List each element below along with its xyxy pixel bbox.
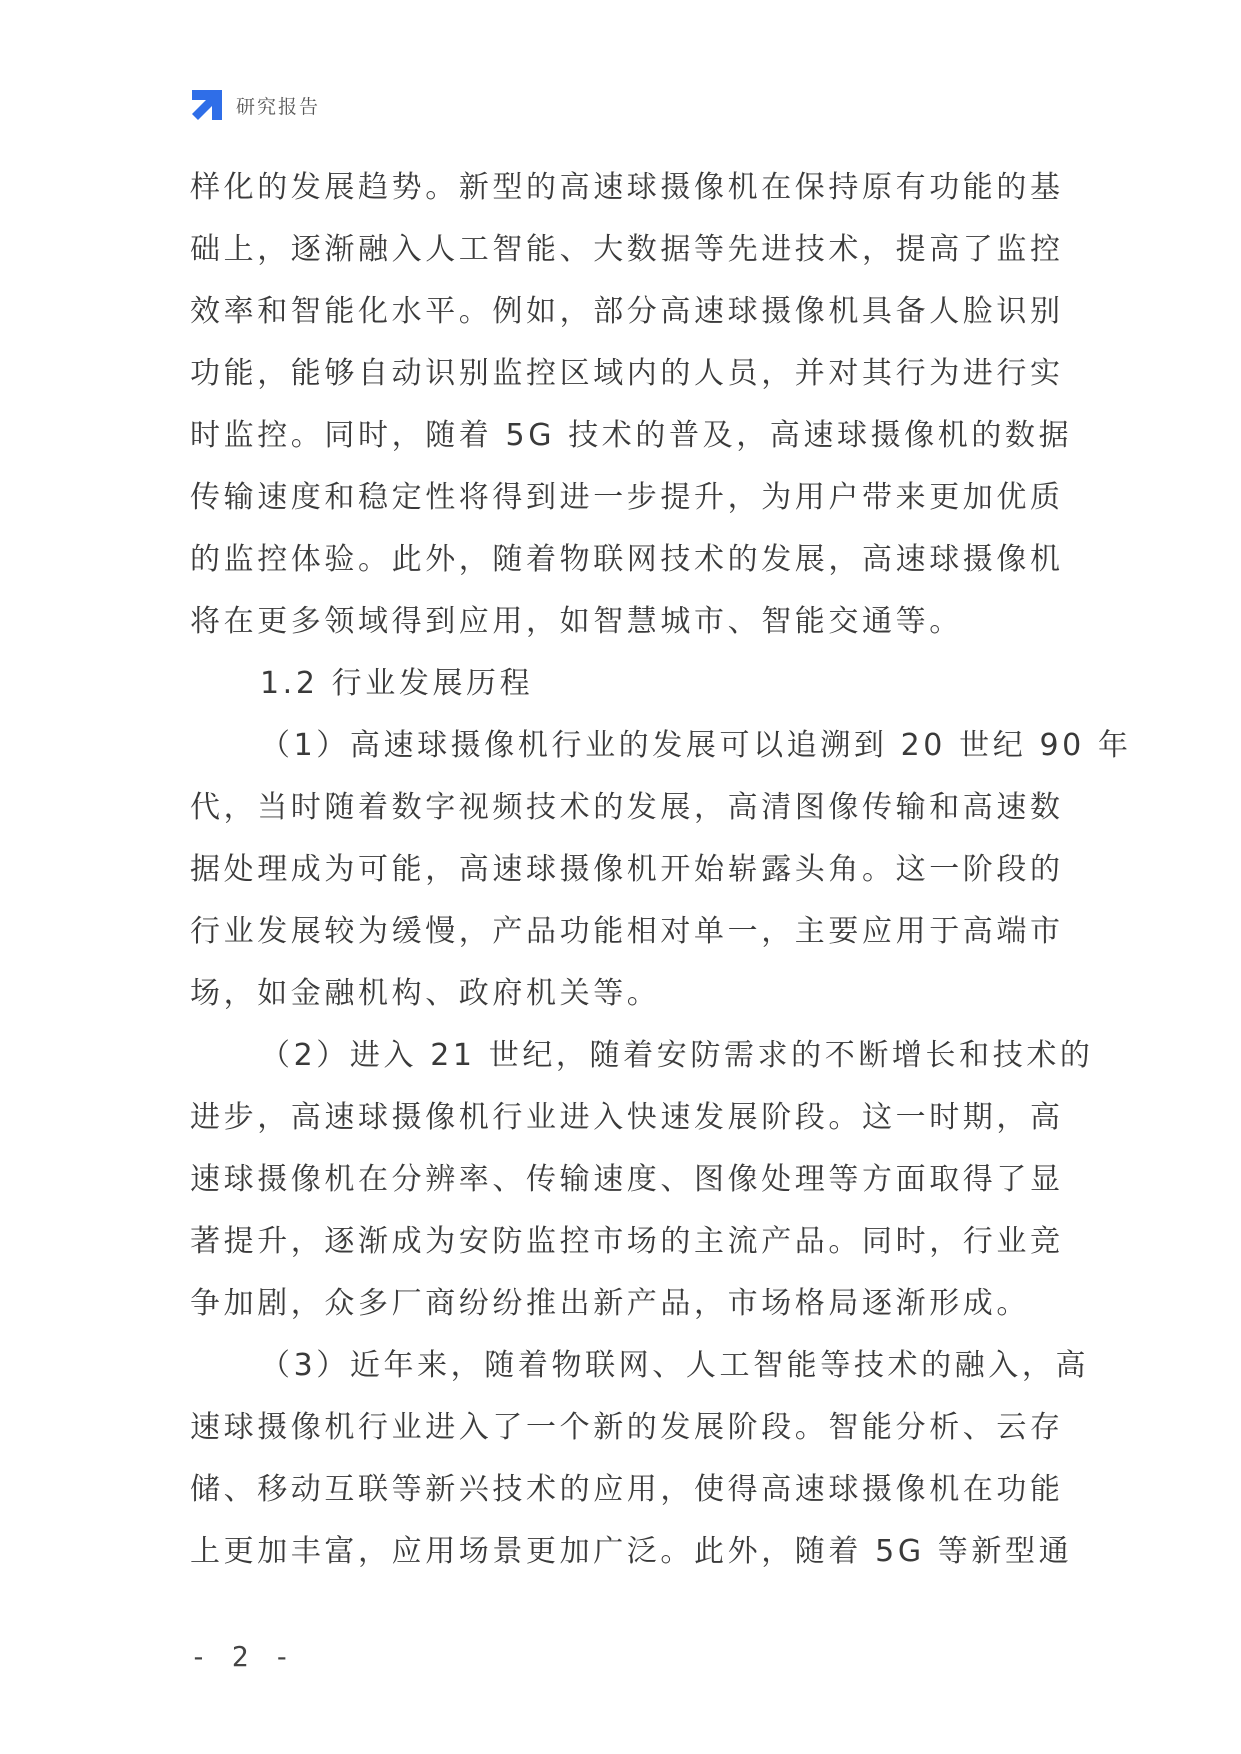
text-line: 础上，逐渐融入人工智能、大数据等先进技术，提高了监控	[190, 232, 1064, 267]
text-line: 效率和智能化水平。例如，部分高速球摄像机具备人脸识别	[190, 294, 1064, 329]
header-title: 研究报告	[236, 95, 321, 118]
text-line: 进步，高速球摄像机行业进入快速发展阶段。这一时期，高	[190, 1100, 1064, 1135]
page-header	[190, 88, 320, 122]
text-line: 传输速度和稳定性将得到进一步提升，为用户带来更加优质	[190, 480, 1064, 515]
document-body	[190, 157, 1132, 1583]
text-line: 场，如金融机构、政府机关等。	[190, 976, 661, 1011]
text-line: （2）进入 21 世纪，随着安防需求的不断增长和技术的	[260, 1038, 1094, 1073]
section-heading: 1.2 行业发展历程	[260, 666, 534, 701]
text-line: （1）高速球摄像机行业的发展可以追溯到 20 世纪 90 年	[260, 728, 1132, 763]
text-line: 速球摄像机在分辨率、传输速度、图像处理等方面取得了显	[190, 1162, 1064, 1197]
text-line: 著提升，逐渐成为安防监控市场的主流产品。同时，行业竞	[190, 1224, 1064, 1259]
text-line: 争加剧，众多厂商纷纷推出新产品，市场格局逐渐形成。	[190, 1286, 1030, 1321]
text-line: 将在更多领域得到应用，如智慧城市、智能交通等。	[190, 604, 963, 639]
text-line: 样化的发展趋势。新型的高速球摄像机在保持原有功能的基	[190, 170, 1064, 205]
arrow-logo-icon	[190, 88, 224, 122]
text-line: 据处理成为可能，高速球摄像机开始崭露头角。这一阶段的	[190, 852, 1064, 887]
text-line: 行业发展较为缓慢，产品功能相对单一，主要应用于高端市	[190, 914, 1064, 949]
text-line: 速球摄像机行业进入了一个新的发展阶段。智能分析、云存	[190, 1410, 1064, 1445]
text-line: 代，当时随着数字视频技术的发展，高清图像传输和高速数	[190, 790, 1064, 825]
text-line: 的监控体验。此外，随着物联网技术的发展，高速球摄像机	[190, 542, 1064, 577]
text-line: （3）近年来，随着物联网、人工智能等技术的融入，高	[260, 1348, 1090, 1383]
text-line: 功能，能够自动识别监控区域内的人员，并对其行为进行实	[190, 356, 1064, 391]
page-number: - 2 -	[190, 1640, 295, 1673]
text-line: 储、移动互联等新兴技术的应用，使得高速球摄像机在功能	[190, 1472, 1064, 1507]
text-line: 时监控。同时，随着 5G 技术的普及，高速球摄像机的数据	[190, 418, 1073, 453]
text-line: 上更加丰富，应用场景更加广泛。此外，随着 5G 等新型通	[190, 1534, 1073, 1569]
